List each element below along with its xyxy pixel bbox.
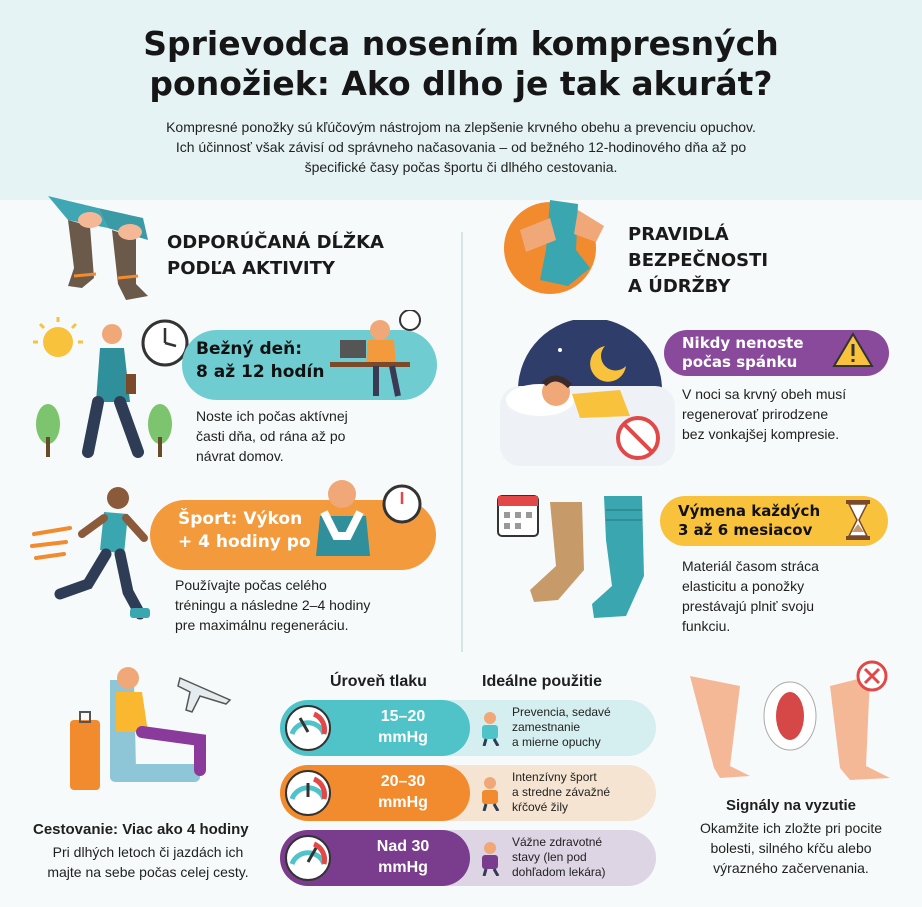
normal-day-pill: Bežný deň: 8 až 12 hodín	[182, 330, 437, 400]
athlete-towel-icon	[306, 476, 426, 566]
warning-icon	[832, 332, 874, 368]
gauge-icon	[284, 834, 332, 882]
person-icon	[476, 710, 508, 746]
sleeping-woman-icon	[500, 320, 675, 470]
pressure-use-text: Intenzívny šport a stredne závažné kŕčové žily	[512, 770, 611, 814]
section-divider	[461, 232, 463, 652]
pressure-level-label: 15–20 mmHg	[378, 708, 428, 746]
travel-text: Pri dlhých letoch či jazdách ich majte na sebe počas celej cesty.	[47, 844, 249, 880]
calendar-socks-icon	[494, 490, 659, 625]
page-subtitle: Kompresné ponožky sú kľúčovým nástrojom na zlepšenie krvného obehu a prevenciu opuchov. Ich účinnosť však závisí od správneho načasovania – od bežného 12-hodinového dňa až po špecifické časy počas športu či dlhého cestovania.	[166, 119, 756, 175]
sleep-text: V noci sa krvný obeh musí regenerovať prirodzene bez vonkajšej kompresie.	[682, 386, 847, 442]
pressure-header-level: Úroveň tlaku	[330, 673, 427, 690]
legs-socks-icon	[38, 188, 158, 308]
pressure-level-label: 20–30 mmHg	[378, 773, 428, 811]
person-icon	[476, 840, 508, 876]
cramping-legs-icon	[680, 656, 900, 786]
pressure-row	[280, 765, 656, 821]
sport-pill: Šport: Výkon + 4 hodiny po	[150, 500, 436, 570]
pressure-row	[280, 830, 656, 886]
pressure-row	[280, 700, 656, 756]
normal-day-text: Noste ich počas aktívnej časti dňa, od rána až po návrat domov.	[196, 408, 348, 464]
pressure-level-label: Nad 30 mmHg	[376, 838, 430, 876]
sport-text: Používajte počas celého tréningu a následne 2–4 hodiny pre maximálnu regeneráciu.	[175, 577, 371, 633]
replace-text: Materiál časom stráca elasticitu a ponožky prestávajú plniť svoju funkciu.	[682, 558, 819, 634]
right-section-title: PRAVIDLÁ BEZPEČNOSTI A ÚDRŽBY	[628, 224, 769, 297]
left-section-title: ODPORÚČANÁ DĹŽKA PODĽA AKTIVITY	[167, 232, 384, 279]
pressure-header-use: Ideálne použitie	[482, 673, 603, 690]
pressure-use-text: Vážne zdravotné stavy (len pod dohľadom lekára)	[512, 835, 606, 879]
sleep-pill: Nikdy nenoste počas spánku	[664, 330, 889, 376]
traveler-plane-icon	[50, 660, 250, 810]
gauge-icon	[284, 704, 332, 752]
pressure-use-text: Prevencia, sedavé zamestnanie a mierne opuchy	[512, 705, 611, 749]
travel-title: Cestovanie: Viac ako 4 hodiny	[33, 821, 249, 838]
signals-title: Signály na vyzutie	[725, 797, 857, 814]
hourglass-icon	[846, 500, 870, 540]
signals-text: Okamžite ich zložte pri pocite bolesti, silného kŕču alebo výrazného začervenania.	[699, 820, 883, 876]
replace-pill: Výmena každých 3 až 6 mesiacov	[660, 496, 888, 546]
running-man-icon	[30, 484, 160, 624]
person-icon	[476, 775, 508, 811]
page-title: Sprievodca nosením kompresných ponožiek: Ako dlho je tak akurát?	[143, 24, 779, 103]
office-worker-icon	[320, 310, 430, 400]
hands-sock-icon	[500, 190, 620, 300]
gauge-icon	[284, 769, 332, 817]
